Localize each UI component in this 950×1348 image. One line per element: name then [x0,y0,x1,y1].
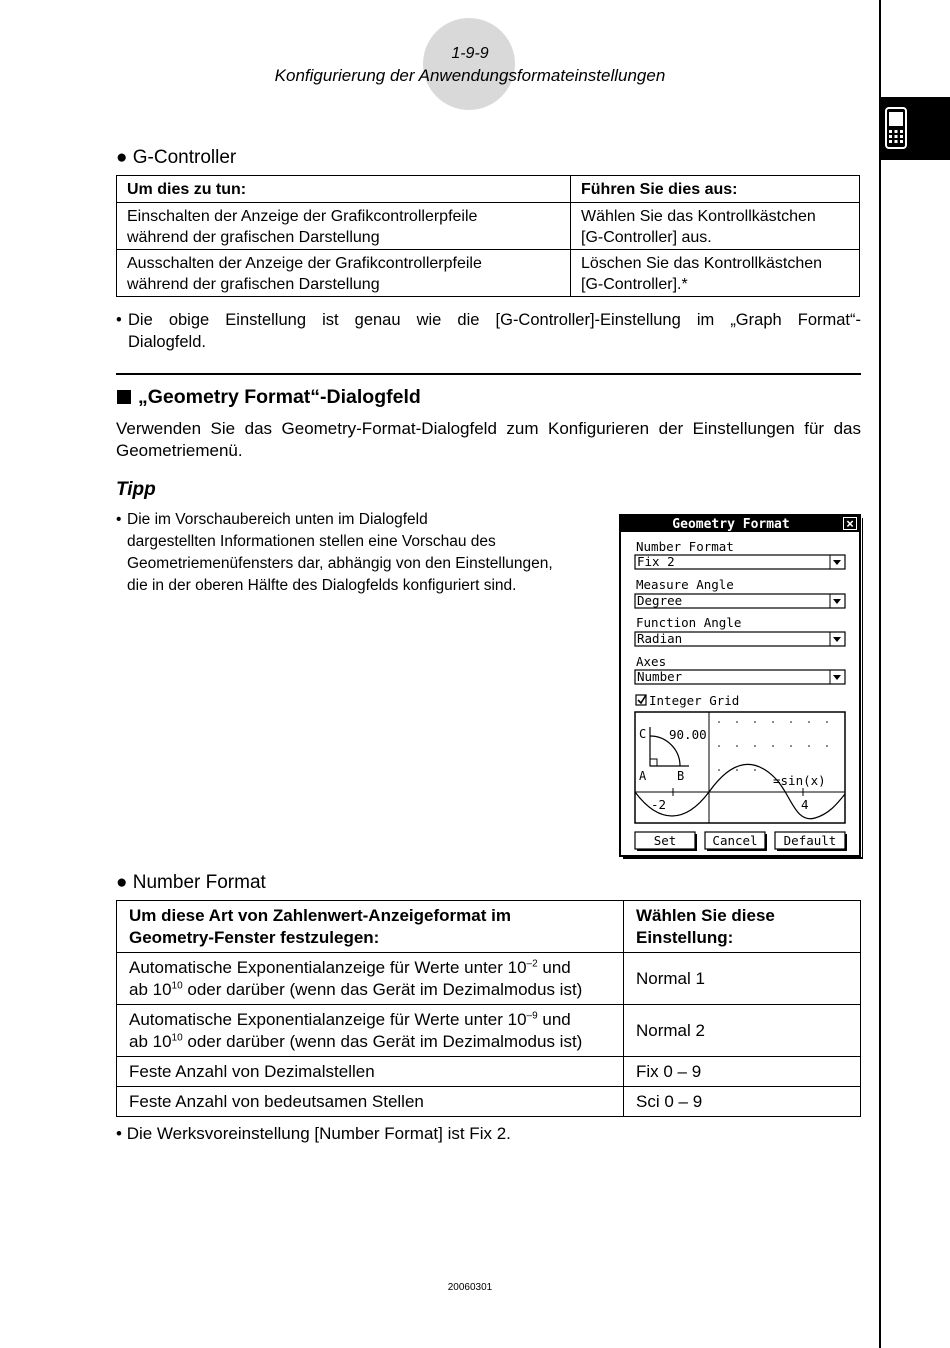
table-cell: Fix 0 – 9 [624,1057,861,1087]
gcontroller-note: • Die obige Einstellung ist genau wie die [G-Controller]-Einstellung im „Graph Format“- Dialogfeld. [116,311,861,351]
number-format-note: • Die Werksvoreinstellung [Number Format] ist Fix 2. [116,1124,511,1143]
table-cell: Normal 2 [624,1005,861,1057]
close-icon: × [846,517,854,532]
table-row [117,1087,861,1117]
dialog-preview [635,712,845,823]
svg-text:Radian: Radian [637,631,683,646]
table-row [117,250,860,297]
number-format-heading: ● Number Format [116,872,266,893]
page-number-circle [423,18,515,110]
preview-point-a: A [639,769,647,783]
geometry-format-dialog [619,514,863,859]
table-cell: Sci 0 – 9 [624,1087,861,1117]
preview-function: =sin(x) [773,773,826,788]
svg-text:Set: Set [653,833,677,848]
table-header-row [117,901,861,953]
table-row [117,1005,861,1057]
table-cell: Wählen Sie das Kontrollkästchen [G-Controller] aus. [571,203,860,250]
svg-text:Default: Default [783,833,837,848]
dialog-title: Geometry Format [672,517,790,532]
gcontroller-table [116,175,860,297]
dialog-close-button[interactable] [843,517,857,532]
gcontroller-heading: ● G-Controller [116,147,237,168]
set-button[interactable] [635,832,697,851]
measure-angle-select[interactable] [635,593,845,608]
preview-tick-4: 4 [801,797,809,812]
cancel-button[interactable] [705,832,767,851]
table-header-cell: Um diese Art von Zahlenwert-Anzeigeformat im Geometry-Fenster festzulegen: [117,901,624,953]
table-header-cell: Um dies zu tun: [117,176,571,203]
table-cell: Feste Anzahl von bedeutsamen Stellen [117,1087,624,1117]
svg-text:Fix 2: Fix 2 [637,554,675,569]
section-square-icon [117,390,131,404]
number-format-select[interactable] [635,554,845,569]
page-number: 1-9-9 [451,45,489,62]
table-header-row [117,176,860,203]
number-format-table [116,900,861,1117]
table-cell: Löschen Sie das Kontrollkästchen [G-Controller].* [571,250,860,297]
section-title: „Geometry Format“-Dialogfeld [138,386,421,408]
integer-grid-label: Integer Grid [649,693,740,708]
table-header-cell: Wählen Sie diese Einstellung: [624,901,861,953]
table-cell: Ausschalten der Anzeige der Grafikcontrollerpfeile während der grafischen Darstellung [117,250,571,297]
preview-point-b: B [677,769,685,783]
table-row [117,203,860,250]
page-title: Konfigurierung der Anwendungsformateinstellungen [274,66,666,85]
axes-select[interactable] [635,669,845,684]
table-cell: Einschalten der Anzeige der Grafikcontrollerpfeile während der grafischen Darstellung [117,203,571,250]
preview-point-c: C [639,727,647,741]
svg-text:Degree: Degree [637,593,683,608]
integer-grid-checkbox[interactable] [636,695,646,705]
table-cell: Automatische Exponentialanzeige für Werte unter $10^{-9}$ und ab $10^{10}$ oder darüber (wenn das Gerät im Dezimalmodus ist) [117,1005,624,1057]
section-divider [116,373,861,375]
tipp-heading: Tipp [116,479,156,500]
svg-text:Cancel: Cancel [712,833,758,848]
bullet-icon: ● [116,147,128,168]
table-cell: Automatische Exponentialanzeige für Werte unter $10^{-2}$ und ab $10^{10}$ oder darüber (wenn das Gerät im Dezimalmodus ist) [117,953,624,1005]
footer-code: 20060301 [447,1282,493,1293]
table-cell: Feste Anzahl von Dezimalstellen [117,1057,624,1087]
function-angle-label: Function Angle [636,615,742,630]
preview-angle-value: 90.00 [669,727,707,742]
number-format-label: Number Format [636,539,734,554]
axes-label: Axes [636,654,667,669]
tipp-text: • Die im Vorschaubereich unten im Dialogfeld dargestellten Informationen stellen eine Vorschau des Geometriemenüfensters dar, abhängig von den Einstellungen, die in der oberen Hälfte des Dialogfelds konfiguriert sind. [116,511,553,594]
table-row [117,953,861,1005]
table-header-cell: Führen Sie dies aus: [571,176,860,203]
function-angle-select[interactable] [635,631,845,646]
default-button[interactable] [775,832,847,851]
table-cell: Normal 1 [624,953,861,1005]
bullet-icon: ● [116,872,128,893]
svg-text:Number: Number [637,669,683,684]
table-row [117,1057,861,1087]
section-intro: Verwenden Sie das Geometry-Format-Dialogfeld zum Konfigurieren der Einstellungen für das Geometriemenü. [116,419,861,460]
preview-tick-neg2: -2 [651,797,667,812]
margin-rule [879,0,881,1348]
measure-angle-label: Measure Angle [636,577,734,592]
calculator-icon [885,107,907,149]
